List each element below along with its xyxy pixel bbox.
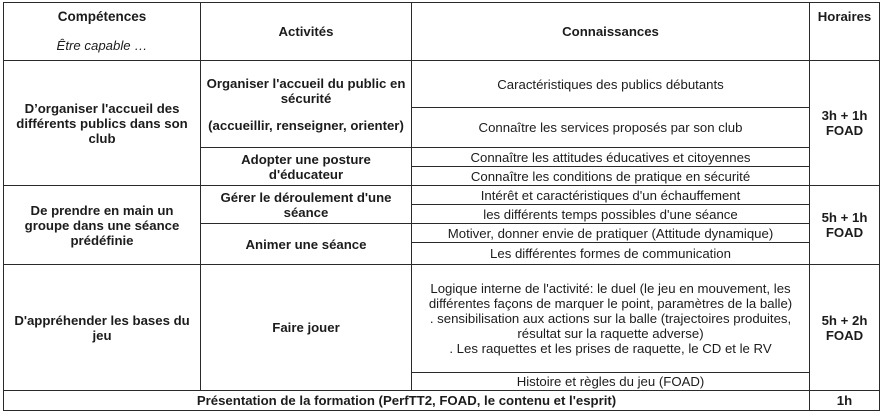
knowledge-line: Logique interne de l'activité: le duel (le jeu en mouvement, les différentes façons de marquer le point, paramètres de la balle) xyxy=(428,281,793,311)
activity-cell: Gérer le déroulement d'une séance xyxy=(201,186,412,224)
header-activites: Activités xyxy=(201,3,412,61)
activity-cell xyxy=(201,61,412,148)
knowledge-cell xyxy=(412,265,810,373)
table-header-row xyxy=(4,3,880,61)
competences-table xyxy=(3,2,880,411)
table-row xyxy=(4,186,880,205)
competence-cell: De prendre en main un groupe dans une séance prédéfinie xyxy=(4,186,201,265)
activity-cell: Animer une séance xyxy=(201,224,412,265)
horaire-line1: 5h + 2h xyxy=(821,312,868,328)
knowledge-line: . Les raquettes et les prises de raquette, le CD et le RV xyxy=(449,341,772,356)
knowledge-line: . sensibilisation aux actions sur la balle (trajectoires produites, résultat sur la raquette adverse) xyxy=(429,311,792,341)
activity-cell: Faire jouer xyxy=(201,265,412,391)
table-row xyxy=(4,265,880,373)
competence-cell: D’organiser l'accueil des différents publics dans son club xyxy=(4,61,201,186)
header-competences-label: Compétences xyxy=(57,9,147,24)
horaire-cell xyxy=(810,61,880,186)
horaire-cell xyxy=(810,186,880,265)
horaire-line2: FOAD xyxy=(825,225,864,240)
knowledge-cell: Histoire et règles du jeu (FOAD) xyxy=(412,373,810,391)
activity-subtitle: (accueillir, renseigner, orienter) xyxy=(208,117,404,133)
header-competences xyxy=(4,3,201,61)
knowledge-cell: Connaître les conditions de pratique en sécurité xyxy=(412,167,810,186)
horaire-line2: FOAD xyxy=(825,327,864,343)
header-connaissances: Connaissances xyxy=(412,3,810,61)
knowledge-cell: Caractéristiques des publics débutants xyxy=(412,61,810,108)
activity-cell: Adopter une posture d'éducateur xyxy=(201,148,412,186)
footer-row xyxy=(4,391,880,411)
presentation-cell: Présentation de la formation (PerfTT2, FOAD, le contenu et l'esprit) xyxy=(4,391,810,411)
knowledge-cell: Les différentes formes de communication xyxy=(412,243,810,265)
table-row xyxy=(4,61,880,108)
horaire-line1: 3h + 1h xyxy=(821,108,868,123)
horaire-cell xyxy=(810,265,880,391)
knowledge-cell: les différents temps possibles d'une séance xyxy=(412,205,810,224)
knowledge-cell: Connaître les attitudes éducatives et citoyennes xyxy=(412,148,810,167)
footer-horaire-cell: 1h xyxy=(810,391,880,411)
knowledge-cell: Motiver, donner envie de pratiquer (Attitude dynamique) xyxy=(412,224,810,243)
header-horaires: Horaires xyxy=(810,3,880,61)
horaire-line2: FOAD xyxy=(825,123,864,138)
knowledge-cell: Connaître les services proposés par son club xyxy=(412,108,810,148)
horaire-line1: 5h + 1h xyxy=(821,210,868,225)
header-competences-sub: Être capable … xyxy=(56,38,148,53)
competence-cell: D'appréhender les bases du jeu xyxy=(4,265,201,391)
activity-title: Organiser l'accueil du public en sécurité xyxy=(206,75,406,106)
knowledge-cell: Intérêt et caractéristiques d'un échauffement xyxy=(412,186,810,205)
